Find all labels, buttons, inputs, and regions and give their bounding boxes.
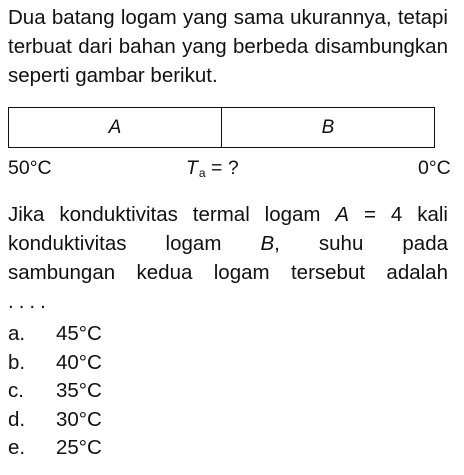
joined-rods — [8, 107, 435, 148]
junction-temperature — [186, 156, 239, 185]
answer-options — [8, 320, 208, 463]
option-letter: c. — [8, 379, 24, 402]
question-line-3: sambungan kedua logam tersebut adalah — [8, 261, 448, 284]
rod-a-label: A — [108, 116, 122, 138]
question-text — [8, 200, 448, 316]
rod-diagram — [0, 0, 464, 200]
question-line-2-end: , suhu pada — [274, 232, 448, 255]
option-value: 35°C — [56, 379, 102, 402]
option-c[interactable] — [8, 377, 208, 406]
option-letter: e. — [8, 436, 26, 459]
option-a[interactable] — [8, 320, 208, 349]
option-letter: b. — [8, 350, 26, 374]
right-temperature: 0°C — [418, 157, 451, 179]
left-temperature: 50°C — [8, 157, 52, 179]
option-letter: d. — [8, 407, 26, 431]
question-line-1-end: = 4 kali — [349, 203, 448, 226]
option-value: 40°C — [56, 350, 102, 374]
question-line-1 — [8, 200, 448, 229]
question-line-2-start: konduktivitas logam — [8, 232, 261, 255]
question-line-1-start: Jika konduktivitas termal logam — [8, 203, 336, 226]
metal-a-symbol: A — [335, 203, 350, 226]
junction-temp-value: = ? — [205, 157, 239, 179]
question-line-2 — [8, 229, 448, 258]
question-ellipsis: .... — [8, 290, 51, 313]
option-e[interactable] — [8, 434, 208, 463]
rod-a — [9, 108, 221, 147]
intro-paragraph: Dua batang logam yang sama ukurannya, tetapi terbuat dari bahan yang berbeda disambungkan seperti gambar berikut. — [8, 6, 448, 87]
metal-b-symbol: B — [260, 232, 275, 255]
rod-b-label: B — [321, 116, 335, 138]
option-value: 45°C — [56, 322, 102, 345]
option-d[interactable] — [8, 406, 208, 435]
option-value: 30°C — [56, 407, 102, 431]
option-letter: a. — [8, 322, 26, 345]
rod-b — [221, 108, 434, 147]
junction-temp-symbol: T — [186, 157, 198, 179]
option-value: 25°C — [56, 436, 102, 459]
junction-temp-subscript: a — [198, 166, 206, 180]
option-b[interactable] — [8, 349, 208, 378]
